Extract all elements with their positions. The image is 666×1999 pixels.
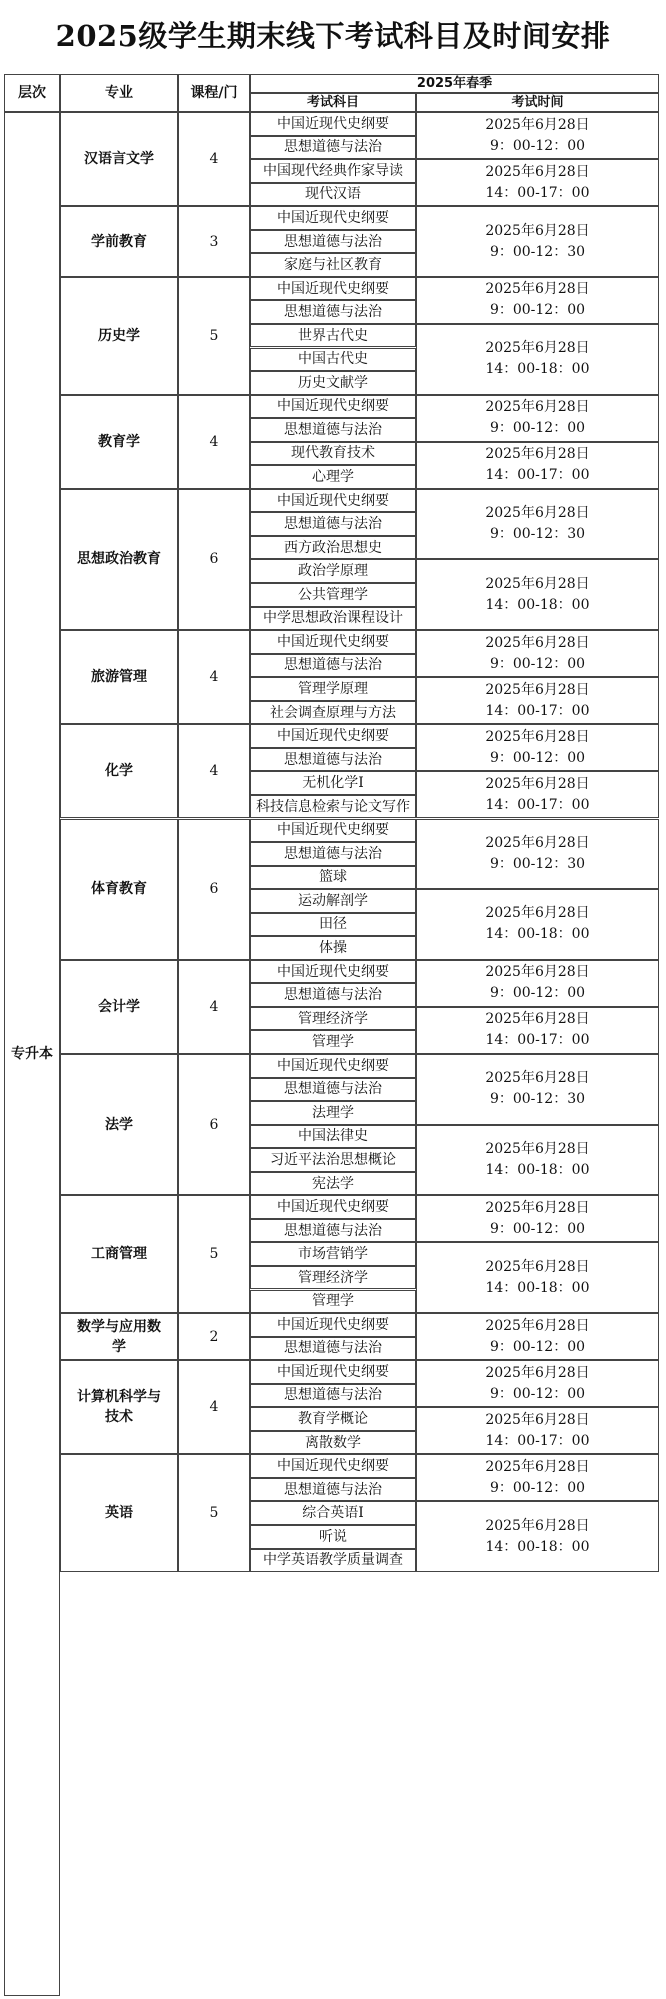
course-count: 3 [178,206,250,277]
header-course-count: 课程/门 [178,74,250,112]
course-count: 4 [178,1360,250,1454]
exam-subject: 中国近现代史纲要 [250,1195,416,1219]
course-count: 2 [178,1313,250,1360]
exam-subject: 体操 [250,936,416,960]
exam-subject: 思想道德与法治 [250,1337,416,1361]
exam-subject: 管理经济学 [250,1266,416,1290]
exam-subject: 中国近现代史纲要 [250,277,416,301]
exam-subject: 科技信息检索与论文写作 [250,795,416,819]
exam-time-range: 9：00-12：00 [489,1479,586,1496]
major-name: 化学 [60,724,178,818]
exam-subject: 中国近现代史纲要 [250,960,416,984]
exam-time-range: 9：00-12：00 [489,749,586,766]
exam-subject: 中国近现代史纲要 [250,395,416,419]
level-cell: 专升本 [4,112,60,1996]
exam-subject: 无机化学Ⅰ [250,771,416,795]
exam-subject: 中国近现代史纲要 [250,489,416,513]
exam-subject: 思想道德与法治 [250,418,416,442]
header-season: 2025年春季 [250,74,659,93]
course-count: 5 [178,1454,250,1572]
exam-subject: 思想道德与法治 [250,1478,416,1502]
exam-subject: 思想道德与法治 [250,748,416,772]
exam-date: 2025年6月28日 [485,834,590,851]
exam-date: 2025年6月28日 [485,1070,590,1087]
exam-time [416,819,659,890]
exam-subject: 历史文献学 [250,371,416,395]
exam-time-range: 14：00-17：00 [485,702,590,719]
exam-subject: 思想道德与法治 [250,654,416,678]
exam-subject: 社会调查原理与方法 [250,701,416,725]
exam-subject: 西方政治思想史 [250,536,416,560]
exam-date: 2025年6月28日 [485,340,590,357]
major-name: 计算机科学与技术 [60,1360,178,1454]
course-count: 4 [178,960,250,1054]
exam-date: 2025年6月28日 [485,222,590,239]
exam-time [416,1242,659,1313]
exam-time [416,1313,659,1360]
exam-subject: 中国近现代史纲要 [250,819,416,843]
exam-date: 2025年6月28日 [485,1317,590,1334]
header-exam-subject: 考试科目 [250,93,416,112]
major-name: 旅游管理 [60,630,178,724]
exam-subject: 思想道德与法治 [250,1219,416,1243]
exam-time [416,1407,659,1454]
exam-time-range: 9：00-12：30 [489,855,586,872]
exam-subject: 思想道德与法治 [250,1384,416,1408]
exam-subject: 听说 [250,1525,416,1549]
exam-date: 2025年6月28日 [485,281,590,298]
exam-subject: 中国近现代史纲要 [250,1313,416,1337]
exam-time [416,1454,659,1501]
exam-date: 2025年6月28日 [485,575,590,592]
exam-time-range: 14：00-18：00 [485,1279,590,1296]
exam-time [416,559,659,630]
exam-schedule-table [4,74,659,1996]
exam-date: 2025年6月28日 [485,1199,590,1216]
exam-time-range: 9：00-12：00 [489,302,586,319]
exam-time [416,1501,659,1572]
exam-time [416,324,659,395]
exam-time-range: 9：00-12：30 [489,526,586,543]
exam-subject: 中国近现代史纲要 [250,112,416,136]
exam-subject: 中国古代史 [250,348,416,372]
exam-subject: 法理学 [250,1101,416,1125]
exam-subject: 中国现代经典作家导读 [250,159,416,183]
exam-subject: 中国近现代史纲要 [250,1054,416,1078]
exam-time-range: 14：00-18：00 [485,596,590,613]
exam-time [416,277,659,324]
exam-subject: 管理学原理 [250,677,416,701]
exam-subject: 公共管理学 [250,583,416,607]
header-exam-time: 考试时间 [416,93,659,112]
exam-subject: 习近平法治思想概论 [250,1148,416,1172]
exam-time-range: 9：00-12：00 [489,1220,586,1237]
exam-time [416,1007,659,1054]
exam-time-range: 9：00-12：00 [489,985,586,1002]
exam-subject: 思想道德与法治 [250,136,416,160]
exam-time [416,159,659,206]
exam-subject: 思想道德与法治 [250,512,416,536]
page-title: 2025级学生期末线下考试科目及时间安排 [55,19,611,53]
exam-subject: 中学英语教学质量调查 [250,1549,416,1573]
exam-time-range: 14：00-17：00 [485,1432,590,1449]
major-name: 工商管理 [60,1195,178,1313]
exam-time [416,889,659,960]
exam-subject: 中国近现代史纲要 [250,1360,416,1384]
header-major: 专业 [60,74,178,112]
exam-time-range: 9：00-12：00 [489,137,586,154]
exam-subject: 家庭与社区教育 [250,253,416,277]
exam-date: 2025年6月28日 [485,505,590,522]
course-count: 4 [178,395,250,489]
exam-date: 2025年6月28日 [485,964,590,981]
exam-subject: 中国法律史 [250,1125,416,1149]
major-name: 思想政治教育 [60,489,178,630]
exam-subject: 现代汉语 [250,183,416,207]
exam-subject: 综合英语Ⅰ [250,1501,416,1525]
exam-subject: 中国近现代史纲要 [250,1454,416,1478]
major-name: 历史学 [60,277,178,395]
major-name: 英语 [60,1454,178,1572]
major-name: 学前教育 [60,206,178,277]
exam-time [416,206,659,277]
exam-time-range: 14：00-17：00 [485,1032,590,1049]
exam-subject: 管理经济学 [250,1007,416,1031]
exam-date: 2025年6月28日 [485,116,590,133]
exam-subject: 运动解剖学 [250,889,416,913]
exam-subject: 政治学原理 [250,559,416,583]
exam-time [416,771,659,818]
course-count: 6 [178,819,250,960]
exam-subject: 现代教育技术 [250,442,416,466]
exam-date: 2025年6月28日 [485,399,590,416]
major-name: 体育教育 [60,819,178,960]
exam-subject: 管理学 [250,1030,416,1054]
exam-subject: 管理学 [250,1290,416,1314]
exam-time-range: 9：00-12：00 [489,1385,586,1402]
exam-time [416,1360,659,1407]
exam-subject: 田径 [250,913,416,937]
exam-time-range: 9：00-12：00 [489,655,586,672]
exam-subject: 思想道德与法治 [250,230,416,254]
course-count: 6 [178,489,250,630]
course-count: 4 [178,630,250,724]
exam-date: 2025年6月28日 [485,1258,590,1275]
exam-subject: 篮球 [250,866,416,890]
exam-date: 2025年6月28日 [485,905,590,922]
exam-subject: 中国近现代史纲要 [250,206,416,230]
exam-time [416,1195,659,1242]
exam-subject: 心理学 [250,465,416,489]
course-count: 4 [178,112,250,206]
exam-time [416,677,659,724]
exam-time-range: 14：00-18：00 [485,361,590,378]
exam-subject: 思想道德与法治 [250,1078,416,1102]
exam-subject: 思想道德与法治 [250,300,416,324]
exam-subject: 离散数学 [250,1431,416,1455]
exam-time-range: 14：00-17：00 [485,467,590,484]
exam-time [416,724,659,771]
exam-subject: 宪法学 [250,1172,416,1196]
exam-subject: 世界古代史 [250,324,416,348]
exam-time [416,489,659,560]
exam-time [416,112,659,159]
exam-subject: 思想道德与法治 [250,983,416,1007]
exam-subject: 思想道德与法治 [250,842,416,866]
course-count: 5 [178,1195,250,1313]
exam-subject: 中国近现代史纲要 [250,724,416,748]
exam-time-range: 14：00-17：00 [485,796,590,813]
exam-subject: 教育学概论 [250,1407,416,1431]
exam-time [416,395,659,442]
course-count: 5 [178,277,250,395]
exam-date: 2025年6月28日 [485,634,590,651]
exam-time-range: 14：00-18：00 [485,926,590,943]
exam-subject: 中学思想政治课程设计 [250,607,416,631]
course-count: 6 [178,1054,250,1195]
exam-date: 2025年6月28日 [485,163,590,180]
exam-time [416,1125,659,1196]
exam-date: 2025年6月28日 [485,1011,590,1028]
exam-date: 2025年6月28日 [485,1517,590,1534]
exam-time [416,1054,659,1125]
header-level: 层次 [4,74,60,112]
exam-time-range: 9：00-12：30 [489,243,586,260]
exam-date: 2025年6月28日 [485,1411,590,1428]
exam-date: 2025年6月28日 [485,1140,590,1157]
major-name: 数学与应用数学 [60,1313,178,1360]
exam-date: 2025年6月28日 [485,1364,590,1381]
exam-time-range: 14：00-17：00 [485,184,590,201]
major-name: 法学 [60,1054,178,1195]
major-name: 会计学 [60,960,178,1054]
major-name: 汉语言文学 [60,112,178,206]
exam-time-range: 9：00-12：00 [489,420,586,437]
exam-time [416,960,659,1007]
exam-subject: 市场营销学 [250,1242,416,1266]
exam-time [416,442,659,489]
exam-time-range: 9：00-12：30 [489,1091,586,1108]
exam-date: 2025年6月28日 [485,681,590,698]
major-name: 教育学 [60,395,178,489]
course-count: 4 [178,724,250,818]
exam-date: 2025年6月28日 [485,1458,590,1475]
exam-time-range: 14：00-18：00 [485,1161,590,1178]
exam-date: 2025年6月28日 [485,728,590,745]
exam-time-range: 9：00-12：00 [489,1338,586,1355]
exam-subject: 中国近现代史纲要 [250,630,416,654]
exam-time [416,630,659,677]
exam-date: 2025年6月28日 [485,775,590,792]
exam-time-range: 14：00-18：00 [485,1538,590,1555]
exam-date: 2025年6月28日 [485,446,590,463]
